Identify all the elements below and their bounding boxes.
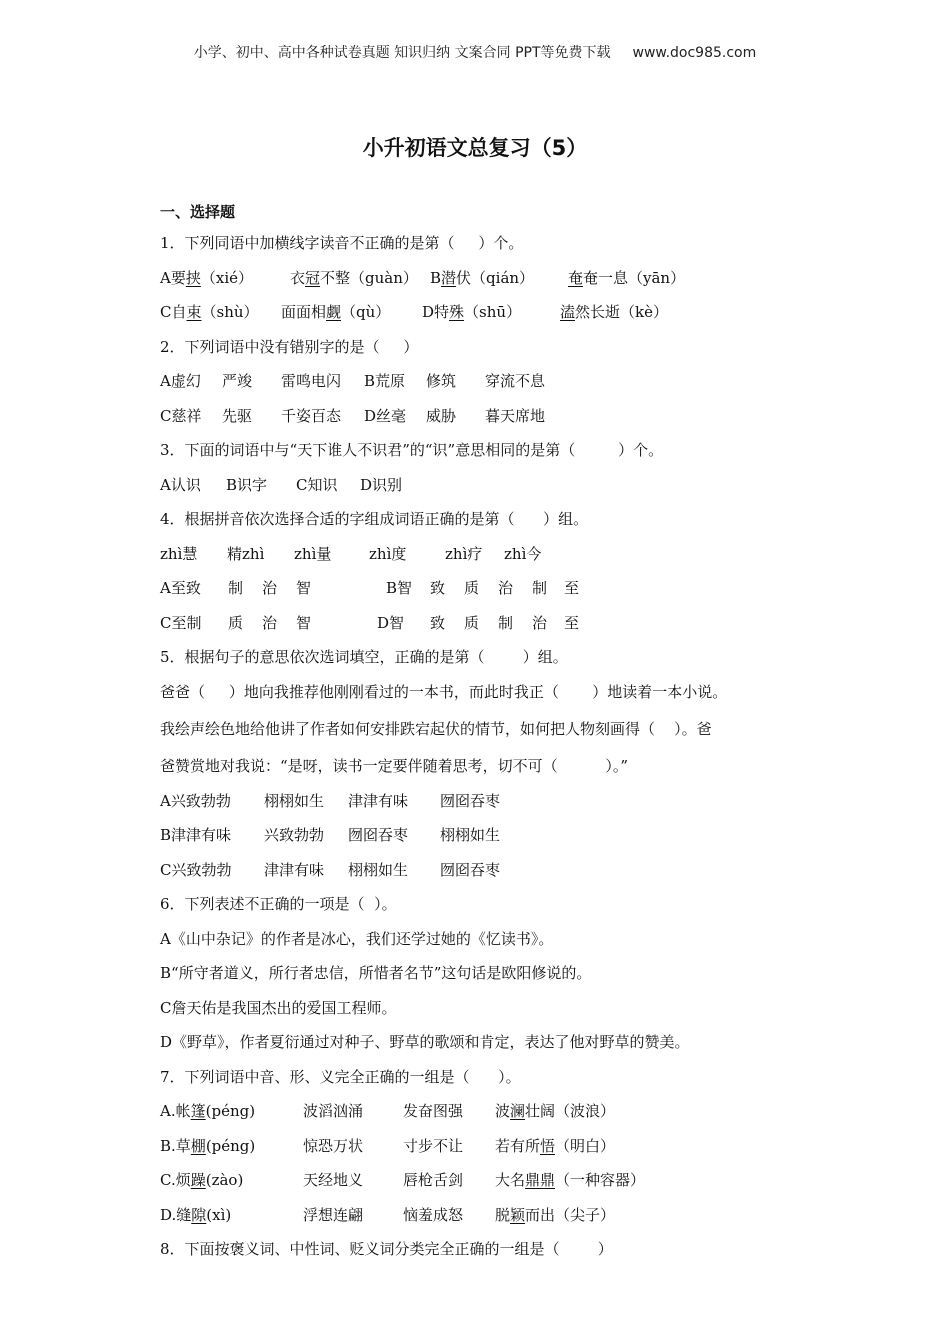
q1-stem: 1．下列同语中加横线字读音不正确的是第（ ）个。 (160, 234, 524, 252)
q7-word: 惊恐万状 (303, 1137, 364, 1155)
q2-stem: 2．下列词语中没有错别字的是（ ） (160, 338, 419, 356)
q4-char: 至 (564, 579, 580, 597)
q1-option-b: B潜伏（qián） (430, 269, 535, 287)
q1-option-d: D特殊（shū） (422, 303, 522, 321)
q5-word: 津津有味 (348, 792, 409, 810)
q3-option: D识别 (360, 476, 403, 494)
q4-pinyin: 精zhì (227, 545, 265, 563)
q5-word: B津津有味 (160, 826, 232, 844)
q6-option-a: A《山中杂记》的作者是冰心，我们还学过她的《忆读书》。 (160, 930, 554, 948)
q2-word: 暮天席地 (485, 407, 546, 425)
q6-stem: 6．下列表述不正确的一项是（ ）。 (160, 895, 397, 913)
q7-word: 大名鼎鼎（一种容器） (495, 1171, 646, 1189)
q7-word: 天经地义 (303, 1171, 364, 1189)
q5-passage: 我绘声绘色地给他讲了作者如何安排跌宕起伏的情节，如何把人物刻画得（ ）。爸 (160, 720, 712, 738)
q4-char: 至 (564, 614, 580, 632)
q2-word: 千姿百态 (281, 407, 342, 425)
q7-word: 脱颖而出（尖子） (495, 1206, 616, 1224)
page-header (0, 42, 950, 62)
q4-char: 致 (430, 579, 446, 597)
q8-stem: 8．下面按褒义词、中性词、贬义词分类完全正确的一组是（ ） (160, 1240, 613, 1258)
q2-word: C慈祥 (160, 407, 202, 425)
q4-char: 制 (498, 614, 514, 632)
q5-stem: 5．根据句子的意思依次选词填空，正确的是第（ ）组。 (160, 648, 568, 666)
q1-option-b-word2: 奄奄一息（yān） (568, 269, 686, 287)
q4-stem: 4．根据拼音依次选择合适的字组成词语正确的是第（ ）组。 (160, 510, 589, 528)
q1-option-a-word2: 衣冠不整（guàn） (290, 269, 418, 287)
q3-stem: 3．下面的词语中与“天下谁人不识君”的“识”意思相同的是第（ ）个。 (160, 441, 664, 459)
q3-option: A认识 (160, 476, 201, 494)
q4-pinyin: zhì量 (294, 545, 332, 563)
q1-option-a: A要挟（xié） (160, 269, 253, 287)
q7-word: 寸步不让 (403, 1137, 464, 1155)
q2-word: 先驱 (222, 407, 253, 425)
q4-char: D智 (377, 614, 405, 632)
q3-option: C知识 (296, 476, 338, 494)
q5-word: 兴致勃勃 (264, 826, 325, 844)
q5-passage: 爸爸（ ）地向我推荐他刚刚看过的一本书，而此时我正（ ）地读着一本小说。 (160, 683, 728, 701)
q4-char: 智 (296, 579, 312, 597)
q2-word: B荒原 (364, 372, 406, 390)
q2-word: A虚幻 (160, 372, 201, 390)
q4-char: C至制 (160, 614, 202, 632)
q7-word: 唇枪舌剑 (403, 1171, 464, 1189)
q4-char: A至致 (160, 579, 201, 597)
q4-char: 致 (430, 614, 446, 632)
q4-pinyin: zhì疗 (445, 545, 483, 563)
q2-word: 穿流不息 (485, 372, 546, 390)
header-text: 小学、初中、高中各种试卷真题 知识归纳 文案合同 PPT等免费下载 (193, 45, 611, 61)
q1-option-d-word2: 溘然长逝（kè） (560, 303, 668, 321)
q4-char: 质 (228, 614, 244, 632)
q5-word: 栩栩如生 (440, 826, 501, 844)
q5-word: 津津有味 (264, 861, 325, 879)
q4-char: 治 (532, 614, 548, 632)
q6-option-c: C詹天佑是我国杰出的爱国工程师。 (160, 999, 397, 1017)
q7-option-a: A.帐篷(péng) (160, 1102, 256, 1120)
q4-char: 治 (498, 579, 514, 597)
q1-option-c-word2: 面面相觑（qù） (281, 303, 391, 321)
q4-char: 制 (228, 579, 244, 597)
q4-char: 制 (532, 579, 548, 597)
q2-word: 严竣 (222, 372, 253, 390)
q3-option: B识字 (226, 476, 268, 494)
q5-word: 囫囵吞枣 (440, 861, 501, 879)
q4-char: 治 (262, 614, 278, 632)
q4-pinyin: zhì今 (504, 545, 542, 563)
q4-char: 质 (464, 614, 480, 632)
q2-word: 修筑 (426, 372, 457, 390)
q2-word: 雷鸣电闪 (281, 372, 342, 390)
header-site: www.doc985.com (632, 45, 757, 61)
q5-word: C兴致勃勃 (160, 861, 232, 879)
q7-option-d: D.缝隙(xì) (160, 1206, 232, 1224)
section-heading: 一、选择题 (160, 203, 236, 221)
q4-char: B智 (386, 579, 413, 597)
q4-pinyin: zhì慧 (160, 545, 198, 563)
q7-option-c: C.烦躁(zào) (160, 1171, 244, 1189)
q7-word: 波澜壮阔（波浪） (495, 1102, 616, 1120)
q4-pinyin: zhì度 (369, 545, 407, 563)
q7-word: 发奋图强 (403, 1102, 464, 1120)
q5-word: 囫囵吞枣 (440, 792, 501, 810)
q5-word: 栩栩如生 (348, 861, 409, 879)
q7-option-b: B.草棚(péng) (160, 1137, 256, 1155)
q7-word: 浮想连翩 (303, 1206, 364, 1224)
q6-option-b: B“所守者道义，所行者忠信，所惜者名节”这句话是欧阳修说的。 (160, 964, 592, 982)
q4-char: 智 (296, 614, 312, 632)
page-title: 小升初语文总复习（5） (362, 136, 588, 160)
q2-word: D丝毫 (364, 407, 407, 425)
q5-word: 栩栩如生 (264, 792, 325, 810)
q5-passage: 爸赞赏地对我说：“是呀，读书一定要伴随着思考，切不可（ ）。” (160, 757, 629, 775)
q7-word: 恼羞成怒 (403, 1206, 464, 1224)
q4-char: 质 (464, 579, 480, 597)
q6-option-d: D《野草》，作者夏衍通过对种子、野草的歌颂和肯定，表达了他对野草的赞美。 (160, 1033, 690, 1051)
q1-option-c: C自束（shù） (160, 303, 259, 321)
q2-word: 威胁 (426, 407, 457, 425)
q7-word: 若有所悟（明白） (495, 1137, 616, 1155)
q5-word: 囫囵吞枣 (348, 826, 409, 844)
q5-word: A兴致勃勃 (160, 792, 231, 810)
q4-char: 治 (262, 579, 278, 597)
q7-word: 波滔汹涌 (303, 1102, 364, 1120)
q7-stem: 7．下列词语中音、形、义完全正确的一组是（ ）。 (160, 1068, 521, 1086)
